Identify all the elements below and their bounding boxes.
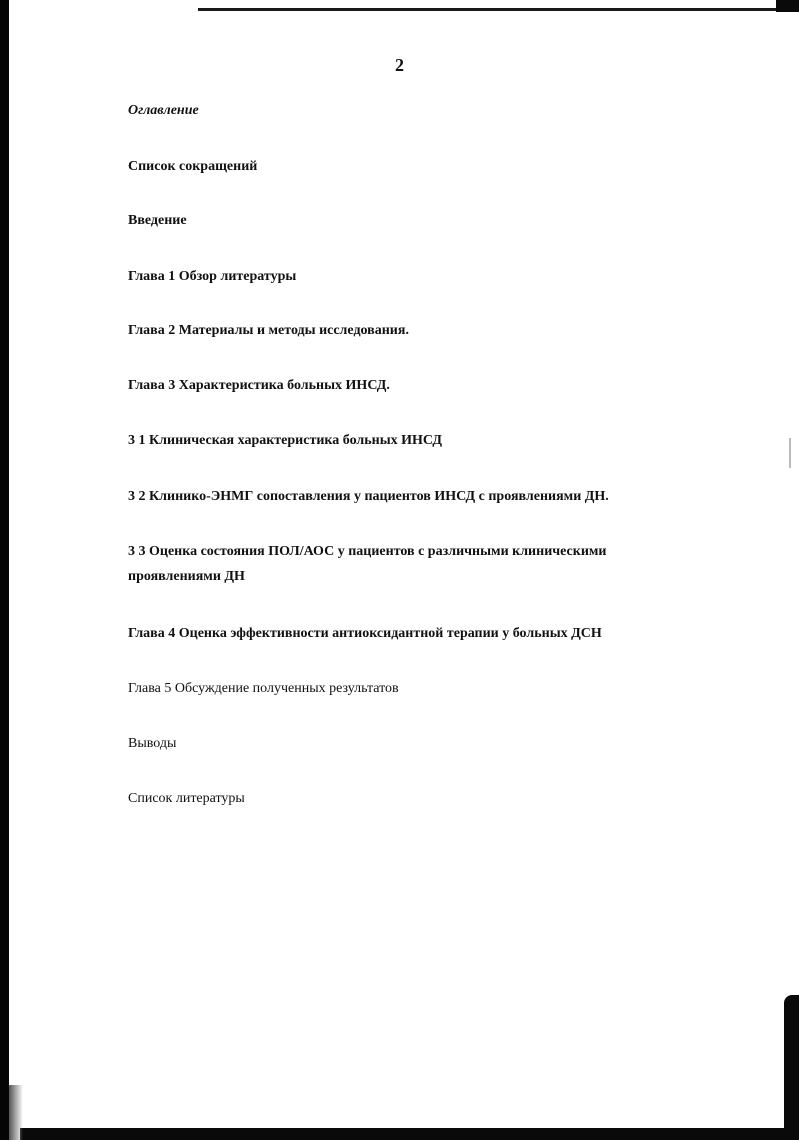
toc-entry-introduction: Введение [128,213,187,228]
scan-border-bottom [20,1128,799,1140]
toc-entry-bibliography: Список литературы [128,791,245,806]
toc-entry-chapter-1: Глава 1 Обзор литературы [128,269,297,284]
scan-corner-bottom-right [784,995,799,1140]
toc-entry-chapter-3: Глава 3 Характеристика больных ИНСД. [128,378,390,393]
toc-entry-section-3-2: 3 2 Клинико-ЭНМГ сопоставления у пациентов ИНСД с проявлениями ДН. [128,489,609,504]
scan-border-top [198,8,799,11]
toc-entry-section-3-1: 3 1 Клиническая характеристика больных ИНСД [128,433,442,448]
scan-corner-bottom-left [9,1085,23,1140]
toc-entry-section-3-3-line-1: 3 3 Оценка состояния ПОЛ/АОС у пациентов с различными клиническими [128,544,607,559]
toc-entry-chapter-5: Глава 5 Обсуждение полученных результатов [128,681,399,696]
toc-entry-section-3-3-line-2: проявлениями ДН [128,569,245,584]
scan-border-left [0,0,9,1140]
toc-heading: Оглавление [128,103,199,118]
toc-entry-section-3-3 [128,539,607,589]
toc-entry-conclusions: Выводы [128,736,177,751]
toc-entry-chapter-4: Глава 4 Оценка эффективности антиоксидантной терапии у больных ДСН [128,626,602,641]
page-number: 2 [395,55,404,75]
toc-entry-abbreviations: Список сокращений [128,159,258,174]
scan-mark-right [789,438,791,468]
toc-entry-chapter-2: Глава 2 Материалы и методы исследования. [128,323,409,338]
scan-corner-top-right [776,0,799,12]
